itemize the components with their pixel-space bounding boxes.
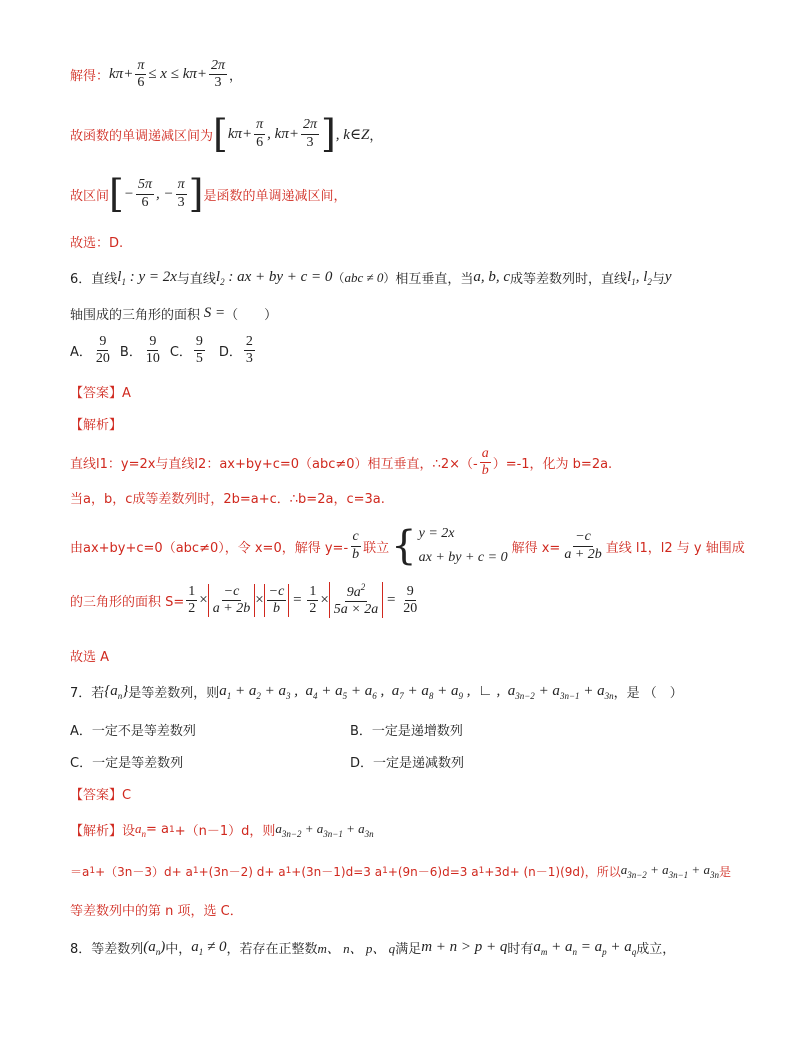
frac-2pi-3: $\frac{2\pi}{3}$ bbox=[211, 58, 226, 91]
q7-option-a: A．一定不是等差数列 bbox=[70, 724, 196, 739]
q6-analysis-label: 【解析】 bbox=[70, 418, 123, 433]
q6-analysis-line-2: 当a，b，c成等差数列时，2b=a+c．∴b=2a，c=3a. bbox=[70, 492, 385, 507]
q6-stem-line-2: 轴围成的三角形的面积 S = （ ） bbox=[70, 305, 278, 323]
frac-pi-6: $\frac{\pi}{6}$ bbox=[137, 58, 145, 91]
option-c-label: C． bbox=[169, 345, 192, 361]
option-b-label: B． bbox=[119, 345, 142, 361]
choose-d: 故选：D. bbox=[70, 236, 124, 251]
q6-conclusion: 故选 A bbox=[70, 650, 110, 665]
solution-line-1: 解得： kπ+ $\frac{\pi}{6}$ ≤ x ≤ kπ+ $\frac{2\pi}{3}$ ， bbox=[70, 58, 243, 91]
q6-analysis-line-4: 的三角形的面积 S= $\frac{1}{2}$ × $\frac{-c}{a + 2b}$ × $\frac{-c}{b}$ = $\frac{1}{2}$ × $\frac{9a^2}{5a \times 2a}$ = $\frac{9}{20}$ bbox=[70, 582, 418, 618]
q6-stem-line-1: 6．直线 $l_1$ : y = 2x 与直线 $l_2$ : ax + by + c = 0 （ abc ≠ 0 ） 相互垂直，当 a, b, c 成等差数列时，直线 $l_1$, $l_2$ 与 y bbox=[70, 268, 672, 287]
q7-option-b: B．一定是递增数列 bbox=[350, 724, 463, 739]
q7-stem: 7．若 $\{a_n\}$ 是等差数列，则 $a_1 + a_2 + a_3$ , $a_4 + a_5 + a_6$ , $a_7 + a_8 + a_9$ , ∟ , $a_{3n-2} + a_{3n-1} + a_{3n}$ ，是 （ ） bbox=[70, 682, 683, 701]
q7-analysis-line-1: 【解析】设 $a_n$ = a 1 +（n－1）d，则 $a_{3n-2} + a_{3n-1} + a_{3n}$ bbox=[70, 820, 374, 839]
q7-answer: 【答案】C bbox=[70, 788, 132, 803]
equation-system: y = 2x ax + by + c = 0 bbox=[418, 526, 508, 565]
option-a-label: A． bbox=[70, 345, 92, 361]
interval-statement: 故函数的单调递减区间为 bbox=[70, 128, 214, 144]
solution-line-2: 故函数的单调递减区间为 [ kπ+ $\frac{\pi}{6}$ , kπ+ $\frac{2\pi}{3}$ ] , k∈Z ， bbox=[70, 112, 383, 156]
q7-analysis-line-2: ＝a 1 +（3n－3）d+ a 1 +(3n－2) d+ a 1 +(3n－1)d=3 a 1 +(9n－6)d=3 a 1 +3d+ (n－1)(9d)，所以 $a_{3n-2} + a_{3n-1} + a_{3n}$ 是 bbox=[70, 862, 731, 880]
solution-line-3: 故区间 [ − $\frac{5\pi}{6}$ , − $\frac{\pi}{3}$ ] 是函数的单调递减区间， bbox=[70, 172, 347, 216]
option-d-label: D． bbox=[218, 345, 242, 361]
q6-answer: 【答案】A bbox=[70, 386, 131, 401]
q6-analysis-line-3: 由ax+by+c=0（abc≠0），令 x=0，解得 y=- $\frac{c}{b}$ 联立 { y = 2x ax + by + c = 0 解得 x= $\frac{-c}{a + 2b}$ 直线 l1，l2 与 y 轴围成 bbox=[70, 523, 745, 569]
q7-option-d: D．一定是递减数列 bbox=[350, 756, 465, 771]
q7-analysis-line-3: 等差数列中的第 n 项，选 C． bbox=[70, 904, 243, 919]
q8-stem: 8．等差数列 $(a_n)$ 中， $a_1 \ne 0$ ，若存在正整数 m、 n、 p、 q 满足 m + n > p + q 时有 $a_m + a_n = a_p + a_q$ 成立， bbox=[70, 938, 676, 957]
solution-label: 解得： bbox=[70, 69, 110, 85]
q6-options: A． $\frac{9}{20}$ B． $\frac{9}{10}$ C． $\frac{9}{5}$ D． $\frac{2}{3}$ bbox=[70, 334, 253, 367]
formula-ineq: kπ+ bbox=[109, 66, 134, 83]
q6-analysis-line-1: 直线l1：y=2x与直线l2：ax+by+c=0（abc≠0）相互垂直，∴2×（- $\frac{a}{b}$ ）=-1，化为 b=2a. bbox=[70, 446, 613, 479]
q7-option-c: C．一定是等差数列 bbox=[70, 756, 184, 771]
